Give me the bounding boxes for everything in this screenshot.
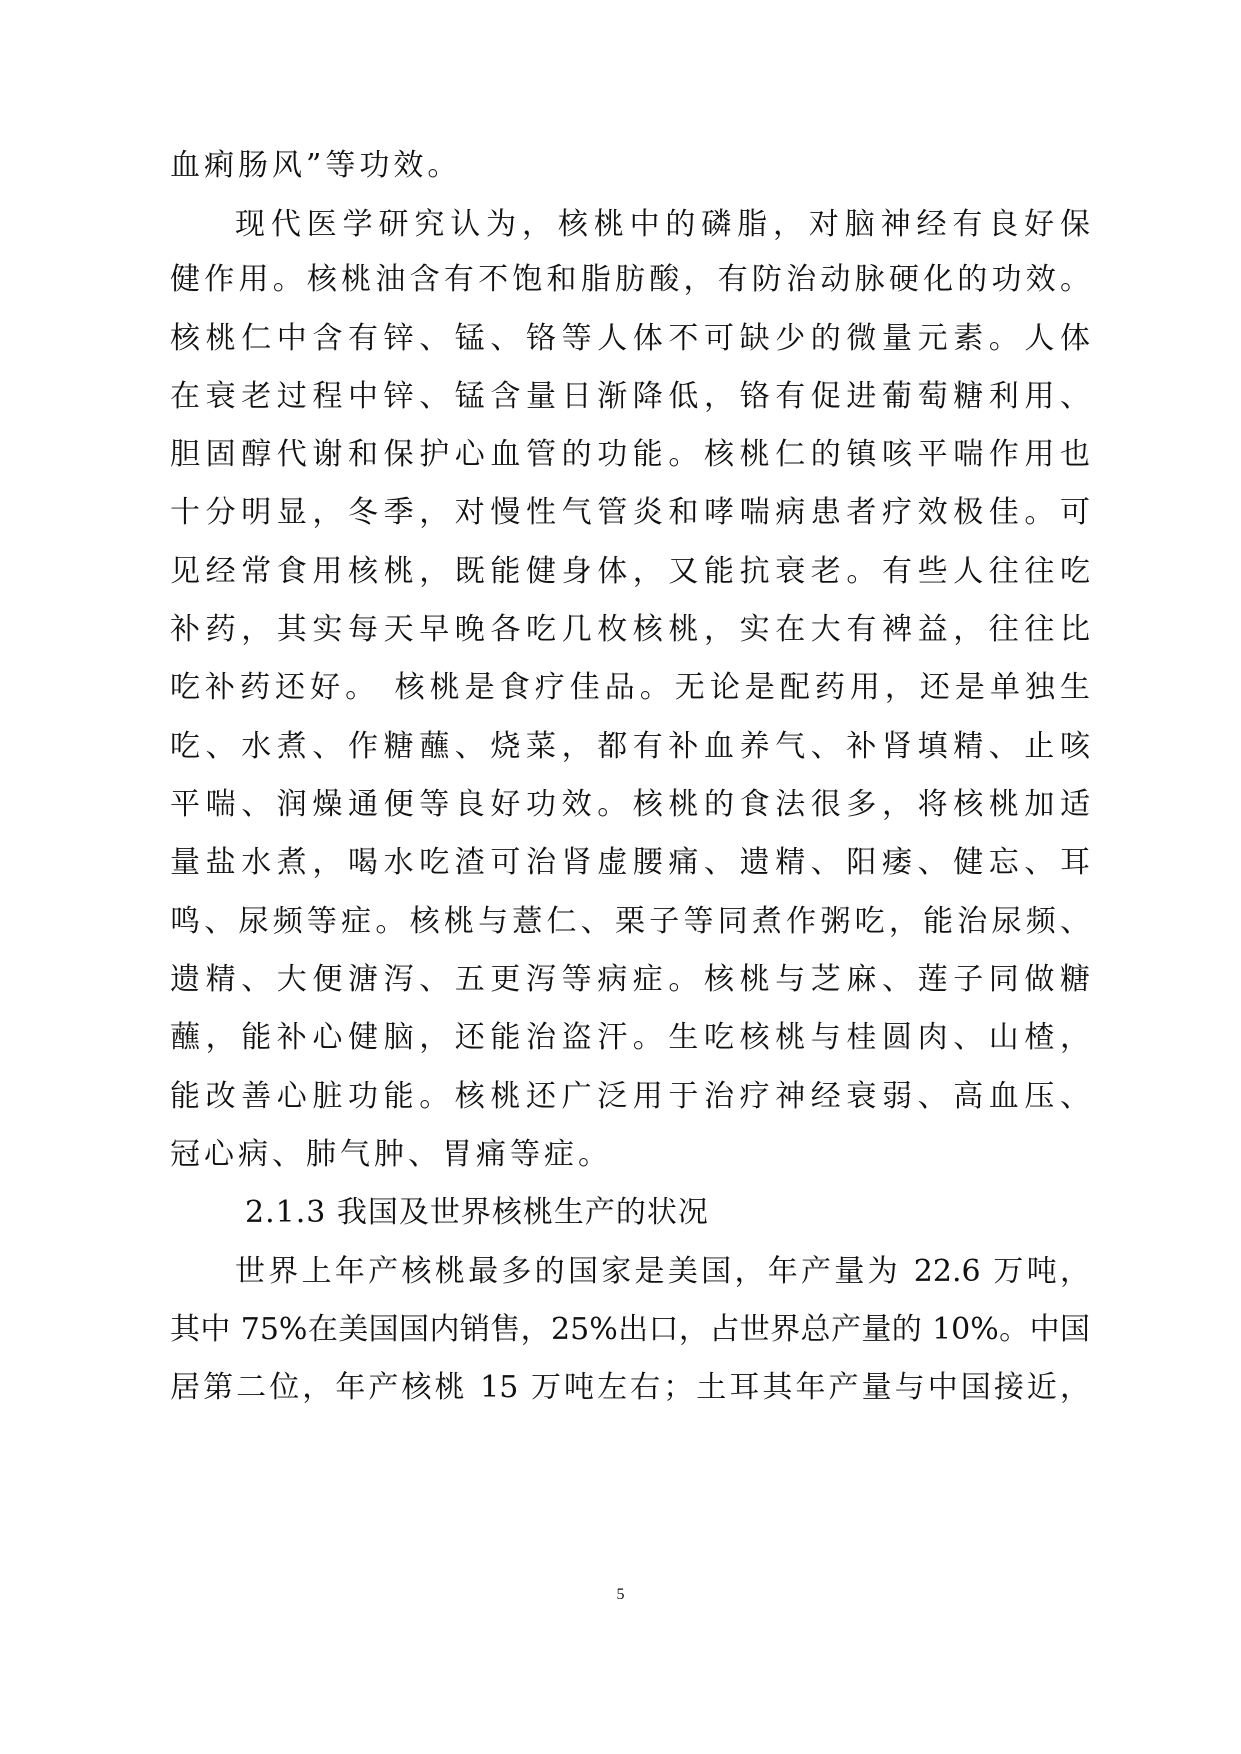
text-line: 核桃仁中含有锌、锰、铬等人体不可缺少的微量元素。人体 xyxy=(170,321,1090,356)
text-line: 血痢肠风”等功效。 xyxy=(170,148,462,183)
text-line: 蘸，能补心健脑，还能治盗汗。生吃核桃与桂圆肉、山楂， xyxy=(170,1020,1090,1055)
section-heading: 2.1.3 我国及世界核桃生产的状况 xyxy=(245,1195,709,1230)
text-line: 健作用。核桃油含有不饱和脂肪酸，有防治动脉硬化的功效。 xyxy=(170,262,1090,297)
page-number: 5 xyxy=(616,1586,625,1603)
text-line: 吃补药还好。 核桃是食疗佳品。无论是配药用，还是单独生 xyxy=(170,670,1090,705)
text-line: 胆固醇代谢和保护心血管的功能。核桃仁的镇咳平喘作用也 xyxy=(170,437,1090,472)
text-line: 吃、水煮、作糖蘸、烧菜，都有补血养气、补肾填精、止咳 xyxy=(170,729,1090,764)
text-line: 冠心病、肺气肿、胃痛等症。 xyxy=(170,1137,612,1172)
text-line: 量盐水煮，喝水吃渣可治肾虚腰痛、遗精、阳痿、健忘、耳 xyxy=(170,845,1090,880)
text-line: 见经常食用核桃，既能健身体，又能抗衰老。有些人往往吃 xyxy=(170,554,1090,589)
text-line: 补药，其实每天早晚各吃几枚核桃，实在大有裨益，往往比 xyxy=(170,612,1090,647)
text-line: 能改善心脏功能。核桃还广泛用于治疗神经衰弱、高血压、 xyxy=(170,1079,1090,1114)
text-line: 居第二位，年产核桃 15 万吨左右；土耳其年产量与中国接近， xyxy=(170,1370,1090,1405)
text-line: 其中 75%在美国国内销售，25%出口，占世界总产量的 10%。中国 xyxy=(170,1312,1090,1347)
text-line: 平喘、润燥通便等良好功效。核桃的食法很多，将核桃加适 xyxy=(170,787,1090,822)
paragraph-start-line: 现代医学研究认为，核桃中的磷脂，对脑神经有良好保 xyxy=(235,207,1090,242)
text-line: 鸣、尿频等症。核桃与薏仁、栗子等同煮作粥吃，能治尿频、 xyxy=(170,904,1090,939)
text-line: 在衰老过程中锌、锰含量日渐降低，铬有促进葡萄糖利用、 xyxy=(170,379,1090,414)
text-line: 遗精、大便溏泻、五更泻等病症。核桃与芝麻、莲子同做糖 xyxy=(170,962,1090,997)
text-line: 十分明显，冬季，对慢性气管炎和哮喘病患者疗效极佳。可 xyxy=(170,495,1090,530)
paragraph-start-line: 世界上年产核桃最多的国家是美国，年产量为 22.6 万吨， xyxy=(235,1254,1090,1289)
